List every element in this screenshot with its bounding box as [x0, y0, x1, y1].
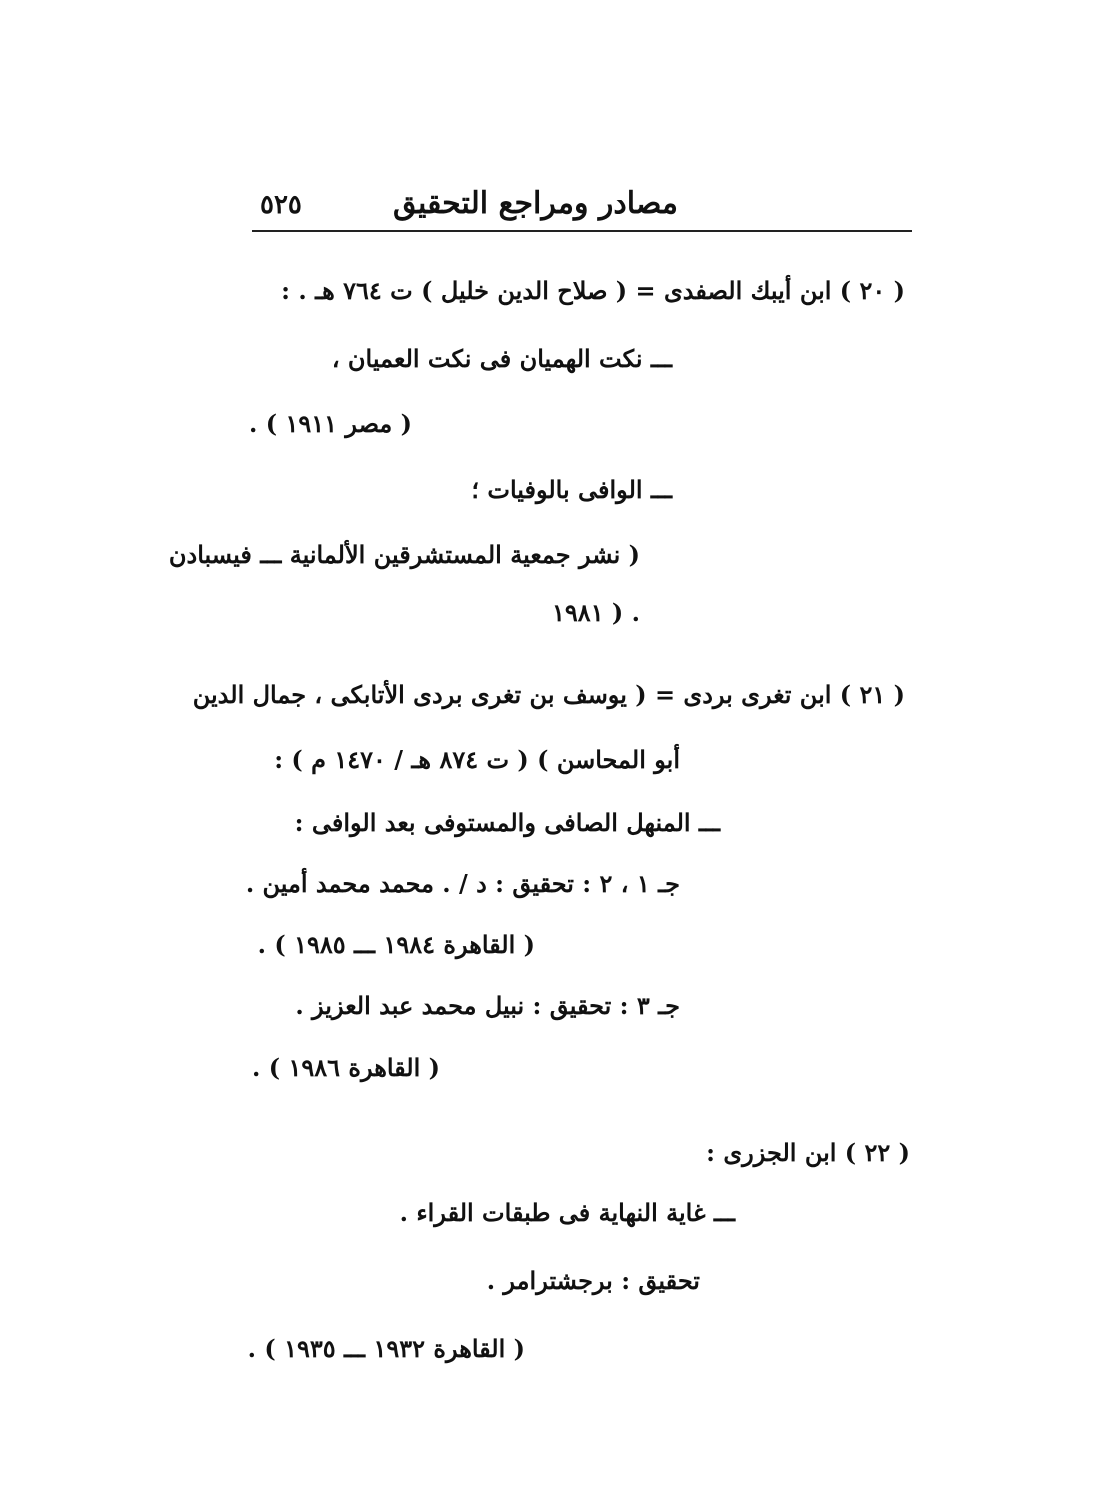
entry-22-heading: ( ٢٢ ) ابن الجزرى : [706, 1138, 910, 1167]
entry-20-work-2-publication: ( نشر جمعية المستشرقين الألمانية ـــ فيسبادن [168, 540, 640, 569]
page-header [250, 176, 910, 234]
entry-22-publication: ( القاهرة ١٩٣٢ ـــ ١٩٣٥ ) . [247, 1334, 525, 1363]
running-title: مصادر ومراجع التحقيق [392, 186, 678, 221]
entry-21-volumes-1-2-publication: ( القاهرة ١٩٨٤ ـــ ١٩٨٥ ) . [257, 930, 535, 959]
entry-20-work-1-publication: ( مصر ١٩١١ ) . [249, 409, 412, 438]
entry-21-volume-3: جـ ٣ : تحقيق : نبيل محمد عبد العزيز . [295, 991, 680, 1020]
entry-21-heading-continued: أبو المحاسن ) ( ت ٨٧٤ هـ / ١٤٧٠ م ) : [274, 745, 680, 774]
entry-21-work-1: ـــ المنهل الصافى والمستوفى بعد الوافى : [294, 808, 720, 837]
entry-20-work-1: ـــ نكت الهميان فى نكت العميان ، [331, 344, 672, 373]
entry-21-heading: ( ٢١ ) ابن تغرى بردى = ( يوسف بن تغرى بردى الأتابكى ، جمال الدين [192, 680, 905, 709]
entry-22-editor: تحقيق : برجشترامر . [486, 1266, 700, 1295]
entry-21-volumes-1-2: جـ ١ ، ٢ : تحقيق : د / . محمد محمد أمين . [245, 869, 680, 898]
page-number: ٥٢٥ [260, 190, 302, 220]
entry-20-heading: ( ٢٠ ) ابن أيبك الصفدى = ( صلاح الدين خليل ) ت ٧٦٤ هـ . : [281, 276, 905, 305]
entry-20-work-2: ـــ الوافى بالوفيات ؛ [471, 475, 672, 504]
header-rule [252, 230, 912, 232]
entry-20-work-2-year: ١٩٨١ ) . [552, 598, 640, 627]
entry-21-volume-3-publication: ( القاهرة ١٩٨٦ ) . [252, 1053, 440, 1082]
entry-22-work-1: ـــ غاية النهاية فى طبقات القراء . [399, 1198, 735, 1227]
